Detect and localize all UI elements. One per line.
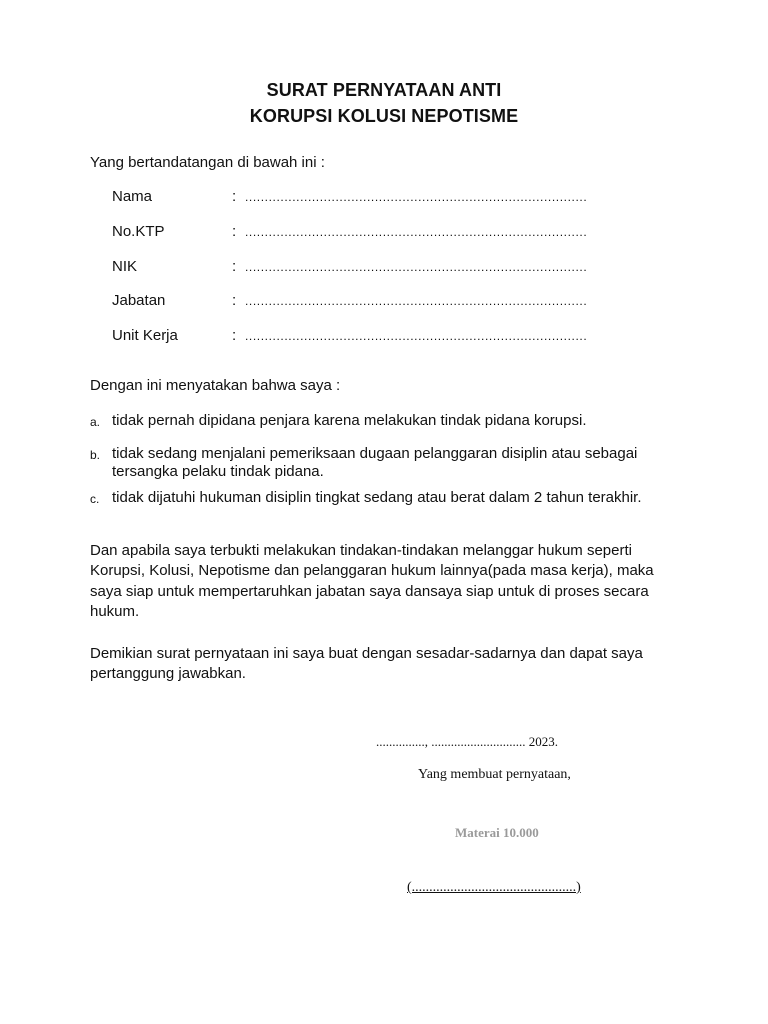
list-marker: a. <box>90 415 101 429</box>
field-fill-line: ....................................................................................... <box>245 260 588 274</box>
field-label: Jabatan <box>112 292 166 309</box>
field-label: Nama <box>112 188 153 205</box>
field-colon: : <box>232 327 237 344</box>
field-colon: : <box>232 188 237 205</box>
list-marker: b. <box>90 448 101 462</box>
document-title-line-1: SURAT PERNYATAAN ANTI <box>266 80 502 100</box>
paragraph-line: Korupsi, Kolusi, Nepotisme dan pelanggaran hukum lainnya(pada masa kerja), maka <box>90 562 654 579</box>
signature-name-line: (...............................................) <box>407 880 581 895</box>
paragraph-line: Demikian surat pernyataan ini saya buat dengan sesadar-sadarnya dan dapat saya <box>90 645 643 662</box>
paragraph-line: hukum. <box>90 603 140 620</box>
paragraph-line: saya siap untuk mempertaruhkan jabatan saya dansaya siap untuk di proses secara <box>90 583 649 600</box>
field-colon: : <box>232 258 237 275</box>
list-item-text: tidak dijatuhi hukuman disiplin tingkat sedang atau berat dalam 2 tahun terakhir. <box>112 489 642 506</box>
paragraph-line: Dan apabila saya terbukti melakukan tindakan-tindakan melanggar hukum seperti <box>90 542 632 559</box>
field-fill-line: ....................................................................................... <box>245 294 588 308</box>
field-fill-line: ....................................................................................... <box>245 225 588 239</box>
intro-text: Yang bertandatangan di bawah ini : <box>90 154 325 171</box>
field-fill-line: ....................................................................................... <box>245 329 588 343</box>
field-label: NIK <box>112 258 138 275</box>
field-fill-line: ....................................................................................... <box>245 190 588 204</box>
stamp-duty-placeholder: Materai 10.000 <box>455 825 539 840</box>
statement-intro: Dengan ini menyatakan bahwa saya : <box>90 377 341 394</box>
field-colon: : <box>232 223 237 240</box>
list-item-text-continued: tersangka pelaku tindak pidana. <box>112 463 324 480</box>
list-item-text: tidak sedang menjalani pemeriksaan dugaan pelanggaran disiplin atau sebagai <box>112 445 638 462</box>
list-item-text: tidak pernah dipidana penjara karena melakukan tindak pidana korupsi. <box>112 412 587 429</box>
field-colon: : <box>232 292 237 309</box>
paragraph-line: pertanggung jawabkan. <box>90 665 246 682</box>
field-label: No.KTP <box>112 223 165 240</box>
maker-label: Yang membuat pernyataan, <box>418 767 571 782</box>
list-marker: c. <box>90 492 100 506</box>
place-date-line: ..............., ............................. 2023. <box>376 734 558 749</box>
document-title-line-2: KORUPSI KOLUSI NEPOTISME <box>249 106 519 126</box>
field-label: Unit Kerja <box>112 327 178 344</box>
